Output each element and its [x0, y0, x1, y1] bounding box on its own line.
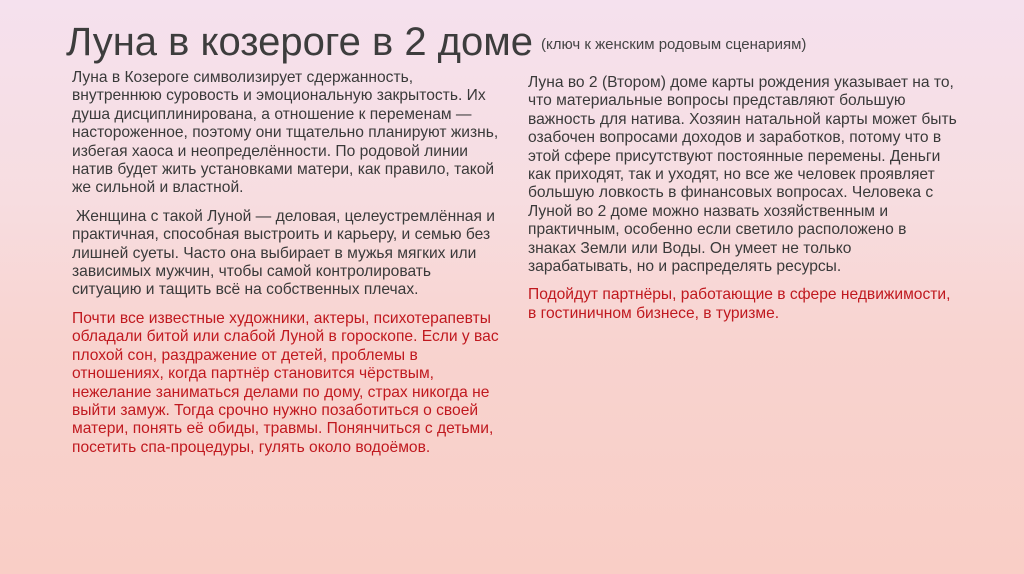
left-paragraph-2: Женщина с такой Луной — деловая, целеустремлённая и практичная, способная выстроить и карьеру, и семью без лишней суеты. Часто она выбирает в мужья мягких или зависимых мужчин, чтобы самой контролировать ситуацию и тащить всё на собственных плечах. [72, 207, 495, 299]
slide-title-main: Луна в козероге в 2 доме [66, 20, 534, 64]
right-paragraph-2-highlight: Подойдут партнёры, работающие в сфере недвижимости, в гостиничном бизнесе, в туризме. [528, 286, 951, 322]
slide-title-subtitle: (ключ к женским родовым сценариям) [541, 36, 807, 53]
right-paragraph-1: Луна во 2 (Втором) доме карты рождения указывает на то, что материальные вопросы представляют большую важность для натива. Хозяин натальной карты может быть озабочен вопросами доходов и заработков, потому что в этой сфере присутствуют постоянные перемены. Деньги как приходят, так и уходят, но все же человек проявляет большую ловкость в финансовых вопросах. Человека с Луной во 2 доме можно назвать хозяйственным и практичным, особенно если светило расположено в знаках Земли или Воды. Он умеет не только зарабатывать, но и распределять ресурсы. [528, 74, 957, 276]
left-column [72, 69, 502, 467]
slide-title [66, 14, 986, 73]
right-column [528, 74, 958, 333]
left-paragraph-3-highlight: Почти все известные художники, актеры, психотерапевты обладали битой или слабой Луной в гороскопе. Если у вас плохой сон, раздражение от детей, проблемы в отношениях, когда партнёр становится чёрствым, нежелание заниматься делами по дому, страх никогда не выйти замуж. Тогда срочно нужно позаботиться о своей матери, понять её обиды, травмы. Понянчиться с детьми, посетить спа-процедуры, гулять около водоёмов. [72, 309, 499, 456]
left-paragraph-1: Луна в Козероге символизирует сдержанность, внутреннюю суровость и эмоциональную закрытость. Их душа дисциплинирована, а отношение к переменам — настороженное, поэтому они тщательно планируют жизнь, избегая хаоса и неопределённости. По родовой линии натив будет жить установками матери, как правило, такой же сильной и властной. [72, 69, 499, 197]
